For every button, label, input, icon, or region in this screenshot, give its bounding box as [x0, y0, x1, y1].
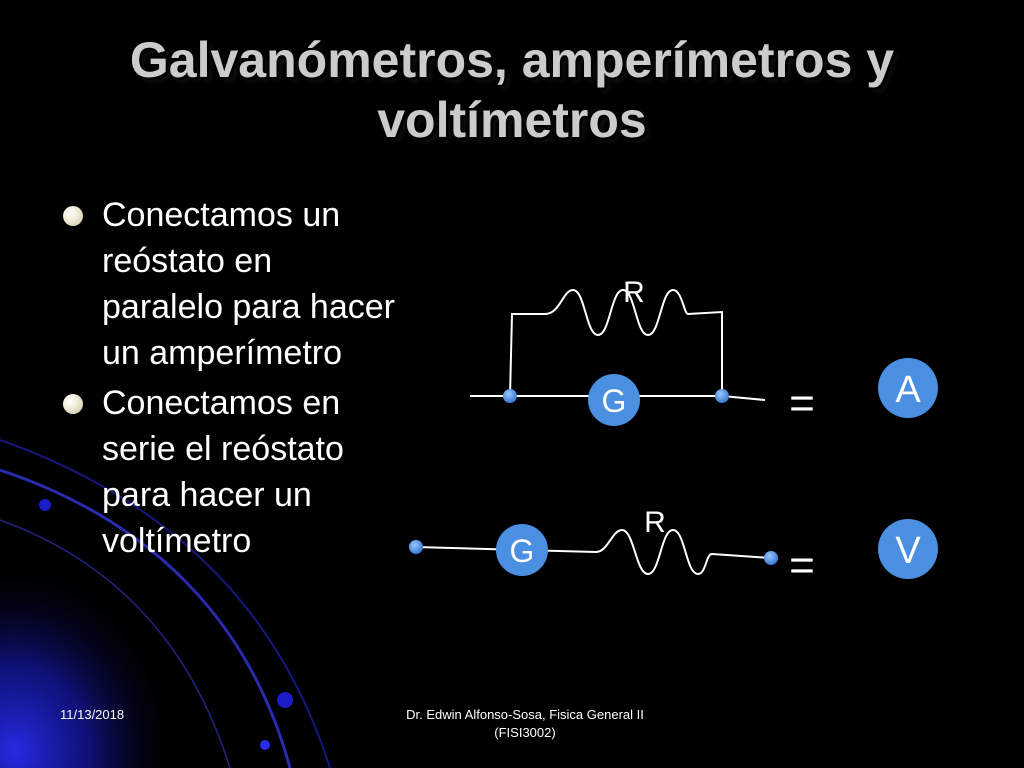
- ammeter-node-left: [503, 389, 517, 403]
- ammeter-node-right: [715, 389, 729, 403]
- voltmeter-circuit: [409, 506, 938, 590]
- ammeter-upper-wire-left: [510, 314, 545, 396]
- ammeter-galvanometer-label: G: [601, 383, 627, 419]
- ammeter-symbol-label: A: [895, 369, 921, 411]
- voltmeter-galvanometer-label: G: [509, 533, 535, 569]
- bullet-text: Conectamos en serie el reóstato para hacer un voltímetro: [102, 384, 344, 560]
- voltmeter-node-left: [409, 540, 423, 554]
- ammeter-upper-wire-right: [688, 312, 722, 396]
- ammeter-resistor: [545, 290, 688, 335]
- voltmeter-node-right: [764, 551, 778, 565]
- slide-title: Galvanómetros, amperímetros y voltímetros: [129, 32, 895, 148]
- voltmeter-resistor-label: R: [644, 506, 666, 539]
- voltmeter-symbol-label: V: [895, 530, 921, 572]
- ammeter-equals-sign: =: [789, 379, 815, 428]
- voltmeter-equals-sign: =: [789, 541, 815, 590]
- ammeter-resistor-label: R: [623, 276, 645, 309]
- footer-date: 11/13/2018: [60, 707, 125, 722]
- bullet-text: Conectamos un reóstato en paralelo para hacer un amperímetro: [102, 196, 395, 372]
- voltmeter-lead-right: [712, 554, 771, 558]
- ammeter-circuit: [470, 276, 938, 428]
- footer-author: Dr. Edwin Alfonso-Sosa, Fisica General II (FISI3002): [406, 707, 644, 740]
